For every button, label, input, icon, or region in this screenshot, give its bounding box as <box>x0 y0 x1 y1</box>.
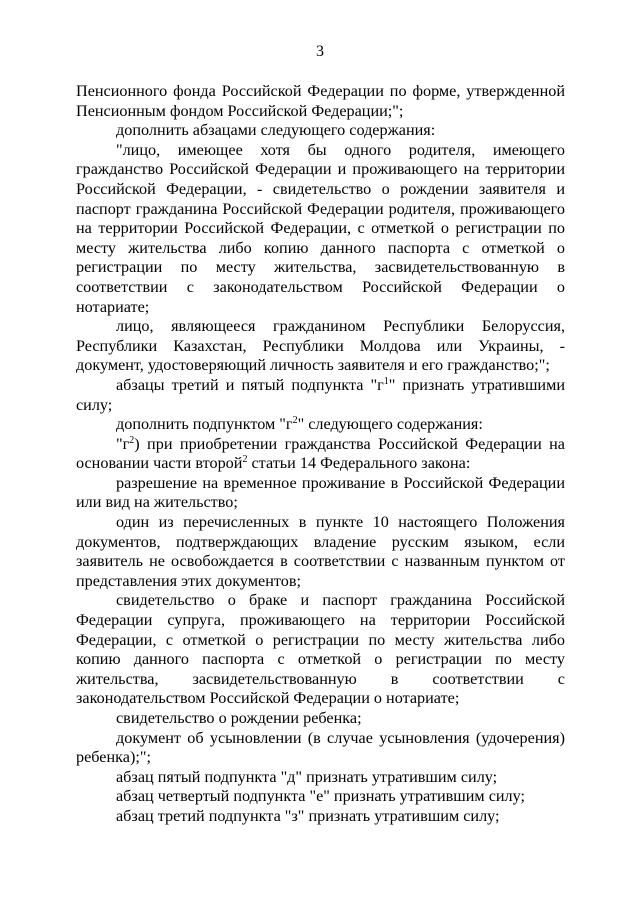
text-run: документ об усыновлении (в случае усыновления (удочерения) ребенка);"; <box>76 728 565 767</box>
text-run: " признать утратившими силу; <box>76 375 565 414</box>
text-run: свидетельство о рождении ребенка; <box>116 709 362 727</box>
text-run: статьи 14 Федерального закона: <box>247 454 471 473</box>
text-run: дополнить подпунктом "г <box>116 415 293 434</box>
text-run: ) при приобретении гражданства Российской Федерации на основании части второй <box>76 434 565 473</box>
superscript: 2 <box>129 434 135 446</box>
superscript: 2 <box>292 415 298 427</box>
text-run: свидетельство о браке и паспорт гражданина Российской Федерации супруга, проживающего на территории Российской Федерации, с отметкой о регистрации по месту жительства либо копию данного паспорта с отметкой о регистрации по месту жительства, засвидетельствованную в соответствии с законодательством Российской Федерации о нотариате; <box>76 591 565 708</box>
paragraph <box>76 121 565 141</box>
paragraph <box>76 513 565 591</box>
text-run: разрешение на временное проживание в Российской Федерации или вид на жительство; <box>76 473 565 512</box>
text-run: лицо, являющееся гражданином Республики Белоруссия, Республики Казахстан, Республики Молдова или Украины, - документ, удостоверяющий личность заявителя и его гражданство;"; <box>76 317 565 375</box>
paragraph <box>76 729 565 768</box>
text-run: "лицо, имеющее хотя бы одного родителя, имеющего гражданство Российской Федерации и проживающего на территории Российской Федерации, - свидетельство о рождении заявителя и паспорт гражданина Российской Федерации родителя, проживающего на территории Российской Федерации, с отметкой о регистрации по месту жительства либо копию данного паспорта с отметкой о регистрации по месту жительства, засвидетельствованную в соответствии с законодательством Российской Федерации о нотариате; <box>76 140 565 316</box>
paragraph <box>76 376 565 415</box>
paragraph <box>76 415 565 435</box>
text-run: абзацы третий и пятый подпункта "г <box>116 375 384 394</box>
paragraph <box>76 82 565 121</box>
paragraph <box>76 807 565 827</box>
text-run: абзац пятый подпункта "д" признать утратившим силу; <box>116 767 498 786</box>
text-run: абзац третий подпункта "з" признать утратившим силу; <box>116 806 500 825</box>
paragraph <box>76 709 565 729</box>
paragraph <box>76 435 565 474</box>
paragraph <box>76 768 565 788</box>
text-run: Пенсионного фонда Российской Федерации по форме, утвержденной Пенсионным фондом Российской Федерации;"; <box>76 82 565 120</box>
text-run: " следующего содержания: <box>297 415 483 434</box>
superscript: 1 <box>383 375 389 387</box>
paragraph <box>76 141 565 317</box>
text-run: дополнить абзацами следующего содержания: <box>116 121 436 140</box>
paragraph <box>76 787 565 807</box>
text-run: один из перечисленных в пункте 10 настоящего Положения документов, подтверждающих владение русским языком, если заявитель не освобождается в соответствии с названным пунктом от представления этих документов; <box>76 513 565 590</box>
text-run: "г <box>116 434 130 453</box>
paragraph <box>76 474 565 513</box>
paragraph <box>76 591 565 709</box>
text-run: абзац четвертый подпункта "е" признать утратившим силу; <box>116 787 526 806</box>
document-body <box>76 82 565 827</box>
paragraph <box>76 317 565 376</box>
page-number: 3 <box>316 43 324 60</box>
superscript: 2 <box>242 454 248 466</box>
